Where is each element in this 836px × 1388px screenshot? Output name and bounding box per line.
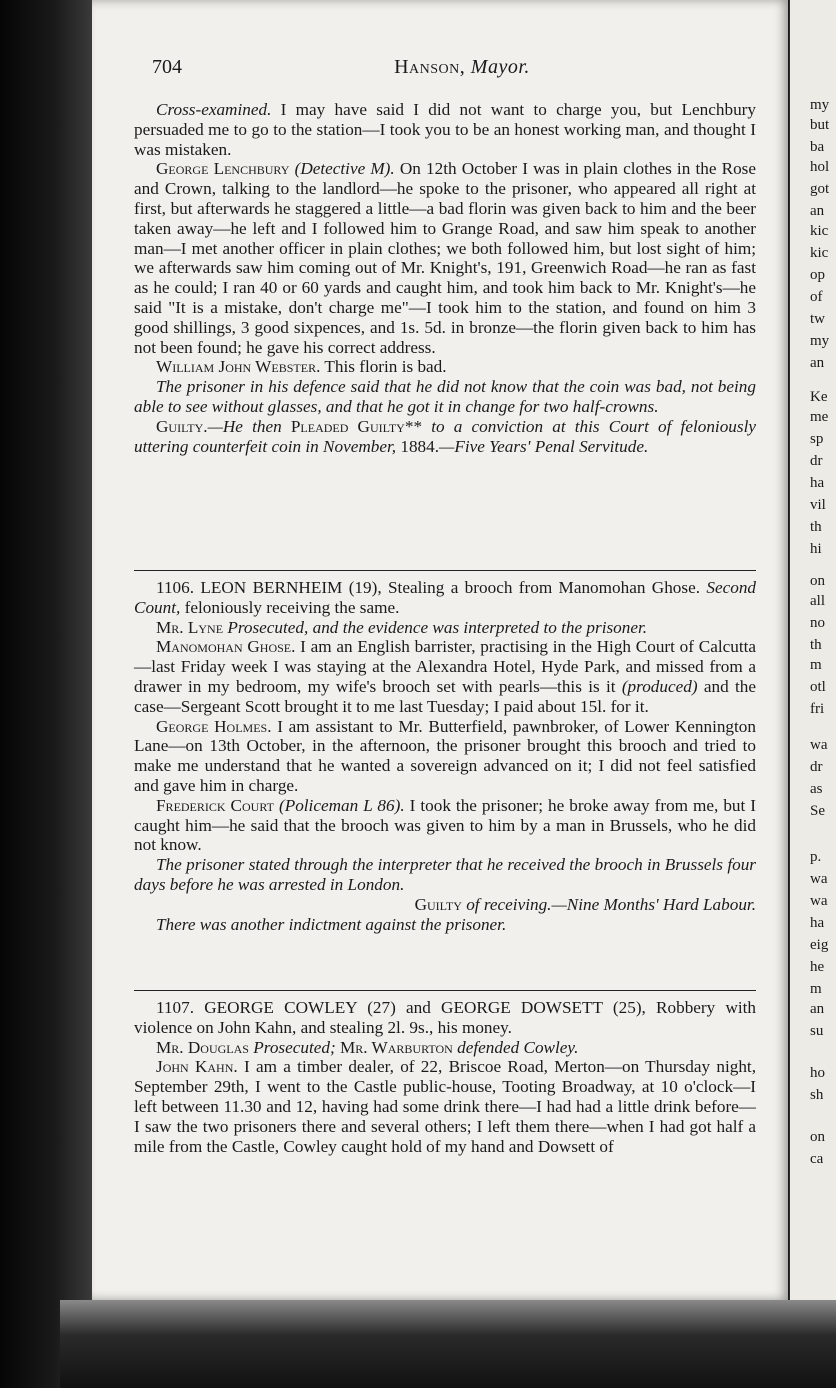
cross-examined-label: Cross-examined. (156, 100, 272, 119)
case-number-defendants: 1107. GEORGE COWLEY (27) and GEORGE DOWSETT (25), (156, 998, 646, 1017)
facing-page-fragment: an (810, 355, 825, 371)
witness-role: (Policeman L 86). (278, 795, 405, 815)
facing-page-fragment: of (810, 289, 823, 305)
witness-role: (Detective M). (294, 159, 395, 179)
second-count-label: Second Count, (134, 578, 757, 617)
testimony-text: This florin is bad. (320, 357, 447, 377)
facing-page-fragment: ba (810, 139, 825, 155)
facing-page-fragment: Ke (810, 389, 828, 405)
court-testimony (134, 796, 756, 855)
counsel-name: Mr. Douglas (156, 1037, 249, 1057)
facing-page-fragment: Se (810, 803, 825, 819)
facing-page-fragment: ha (810, 915, 825, 931)
book-gutter-left (0, 0, 92, 1388)
prosecution-line (134, 618, 756, 638)
witness-name: George Holmes. (156, 716, 272, 736)
page-number: 704 (152, 56, 182, 78)
facing-page-fragment: kic (810, 223, 829, 239)
facing-page-fragment: wa (810, 893, 828, 909)
facing-page-fragment: dr (810, 759, 823, 775)
facing-page-fragment: but (810, 117, 830, 133)
facing-page-fragment: p. (810, 849, 822, 865)
witness-name: William John Webster. (156, 357, 321, 377)
verdict-label: Guilty. (156, 416, 208, 436)
section-divider (134, 570, 756, 571)
facing-page-fragment: hol (810, 159, 830, 175)
sentence-text: —Five Years' Penal Servitude. (439, 436, 649, 456)
facing-page-fragment: my (810, 97, 830, 113)
testimony-text: I took the prisoner; he broke away from me, but I caught him—he said that the brooch was given to him by a man in Brussels, who he did not know. (134, 795, 757, 855)
counsel-line (134, 1038, 756, 1058)
verdict-paragraph (134, 417, 756, 457)
verdict-year: 1884. (400, 436, 440, 456)
facing-page-fragment: on (810, 1129, 825, 1145)
facing-page-fragment: su (810, 1023, 824, 1039)
counsel-role: defended Cowley. (452, 1037, 579, 1057)
section-divider (134, 990, 756, 991)
case-heading (134, 998, 756, 1038)
other-indictment-note: There was another indictment against the prisoner. (156, 914, 507, 934)
facing-page-fragment: sh (810, 1087, 824, 1103)
facing-page-fragment: kic (810, 245, 829, 261)
facing-page-fragment: an (810, 203, 825, 219)
kahn-testimony (134, 1057, 756, 1156)
facing-page-fragment: as (810, 781, 823, 797)
facing-page-fragment: me (810, 409, 829, 425)
verdict-line (134, 895, 756, 915)
witness-name: George Lenchbury (156, 159, 290, 179)
facing-page-fragment: an (810, 1001, 825, 1017)
produced-label: (produced) (621, 676, 698, 696)
counsel-name: Mr. Warburton (339, 1037, 453, 1057)
facing-page-fragment: sp (810, 431, 824, 447)
charge-text: feloniously receiving the same. (180, 597, 400, 617)
charge-text: Stealing a brooch from Manomohan Ghose. (381, 578, 707, 597)
witness-name: John Kahn. (156, 1057, 238, 1077)
sentence-text: of receiving.—Nine Months' Hard Labour. (461, 894, 756, 914)
lenchbury-testimony (134, 159, 756, 357)
facing-page-fragment: th (810, 637, 822, 653)
facing-page-fragment: m (810, 657, 822, 673)
facing-page-fragment: m (810, 981, 822, 997)
witness-name: Manomohan Ghose. (156, 637, 296, 657)
facing-page-fragment: wa (810, 871, 828, 887)
facing-page-fragment: got (810, 181, 830, 197)
charge-text: Robbery with violence on John Kahn, and stealing 2l. 9s., his money. (134, 998, 756, 1037)
facing-page-fragment: dr (810, 453, 823, 469)
prosecution-text: Prosecuted, and the evidence was interpreted to the prisoner. (223, 617, 648, 637)
facing-page-edge (790, 0, 836, 1300)
facing-page-fragment: fri (810, 701, 825, 717)
case-number-defendant: 1106. LEON BERNHEIM (19), (156, 578, 382, 597)
cross-examined-text: I may have said I did not want to charge you, but Lenchbury persuaded me to go to the station—I took you to be an honest working man, and thought I was mistaken. (134, 100, 756, 159)
counsel-name: Mr. Lyne (156, 617, 224, 637)
testimony-text: I am a timber dealer, of 22, Briscoe Road, Merton—on Thursday night, September 29th, I went to the Castle public-house, Tooting Broadway, at 10 o'clock—I left between 11.30 and 12, having had some drink there—I had had a little drink before—I saw the two prisoners there and several others; I left them there—when I had got half a mile from the Castle, Cowley caught hold of my hand and Dowsett of (134, 1057, 756, 1156)
cross-examination-paragraph (134, 100, 756, 159)
testimony-text: I am assistant to Mr. Butterfield, pawnbroker, of Lower Kennington Lane—on 13th October, in the afternoon, the prisoner brought this brooch and tried to make me understand that he wanted a sovereign advanced on it; I did not feel satisfied and gave him in charge. (134, 716, 756, 795)
facing-page-fragment: eig (810, 937, 829, 953)
facing-page-fragment: vil (810, 497, 826, 513)
testimony-text: On 12th October I was in plain clothes in the Rose and Crown, talking to the landlord—he spoke to the prisoner, who appeared all right at first, but afterwards he staggered a little—a bad florin was given back to him and the beer taken away—he left and I followed him to Grange Road, and saw him speak to another man—I met another officer in plain clothes; we both followed him, but lost sight of him; we afterwards saw him coming out of Mr. Knight's, 191, Greenwich Road—he ran as fast as he could; I ran 40 or 60 yards and caught him, and took him back to Mr. Knight's—he said "It is a mistake, don't charge me"—I took him to the station, and found on him 3 good shillings, 3 good sixpences, and 1s. 5d. in bronze—the florin given back to him has not been found; he gave his correct address. (134, 159, 756, 357)
facing-page-fragment: ca (810, 1151, 824, 1167)
running-title-name: Hanson, (394, 56, 466, 78)
facing-page-fragment: all (810, 593, 825, 609)
holmes-testimony (134, 717, 756, 796)
verdict-text: to a conviction at this Court of feloniously uttering counterfeit coin in November, (134, 416, 756, 456)
webster-testimony (134, 357, 756, 377)
ghose-testimony (134, 637, 756, 716)
verdict-text: —He then (207, 416, 291, 436)
witness-name: Frederick Court (156, 795, 274, 815)
testimony-text: I am an English barrister, practising in the High Court of Calcutta—last Friday week I was staying at the Alexandra Hotel, Hyde Park, and missed from a drawer in my bedroom, my wife's brooch set with pearls—this is it (134, 637, 756, 696)
case-1107 (134, 998, 756, 1156)
case-1105-continuation (134, 100, 756, 456)
page-header (152, 56, 772, 82)
facing-page-fragment: he (810, 959, 825, 975)
pleaded-guilty-label: Pleaded Guilty** (290, 416, 423, 436)
counsel-role: Prosecuted; (248, 1037, 340, 1057)
running-title-office: Mayor. (470, 56, 530, 78)
facing-page-fragment: th (810, 519, 822, 535)
prisoner-defence: The prisoner in his defence said that he did not know that the coin was bad, not being able to see without glasses, and that he got it in change for two half-crowns. (134, 377, 756, 416)
verdict-label: Guilty (414, 894, 462, 914)
book-bottom-edge (60, 1300, 836, 1388)
running-title (152, 56, 772, 79)
facing-page-fragment: ha (810, 475, 825, 491)
facing-page-fragment: op (810, 267, 825, 283)
facing-page-fragment: otl (810, 679, 826, 695)
facing-page-fragment: wa (810, 737, 828, 753)
facing-page-fragment: on (810, 573, 825, 589)
prisoner-statement: The prisoner stated through the interpreter that he received the brooch in Brussels four days before he was arrested in London. (134, 855, 756, 894)
case-heading (134, 578, 756, 618)
facing-page-fragment: tw (810, 311, 825, 327)
facing-page-fragment: ho (810, 1065, 825, 1081)
testimony-text: and the case—Sergeant Scott brought it to me last Tuesday; I paid about 15l. for it. (134, 676, 756, 716)
case-1106 (134, 578, 756, 934)
facing-page-fragment: hi (810, 541, 822, 557)
facing-page-fragment: no (810, 615, 825, 631)
facing-page-fragment: my (810, 333, 830, 349)
book-page (92, 0, 790, 1300)
